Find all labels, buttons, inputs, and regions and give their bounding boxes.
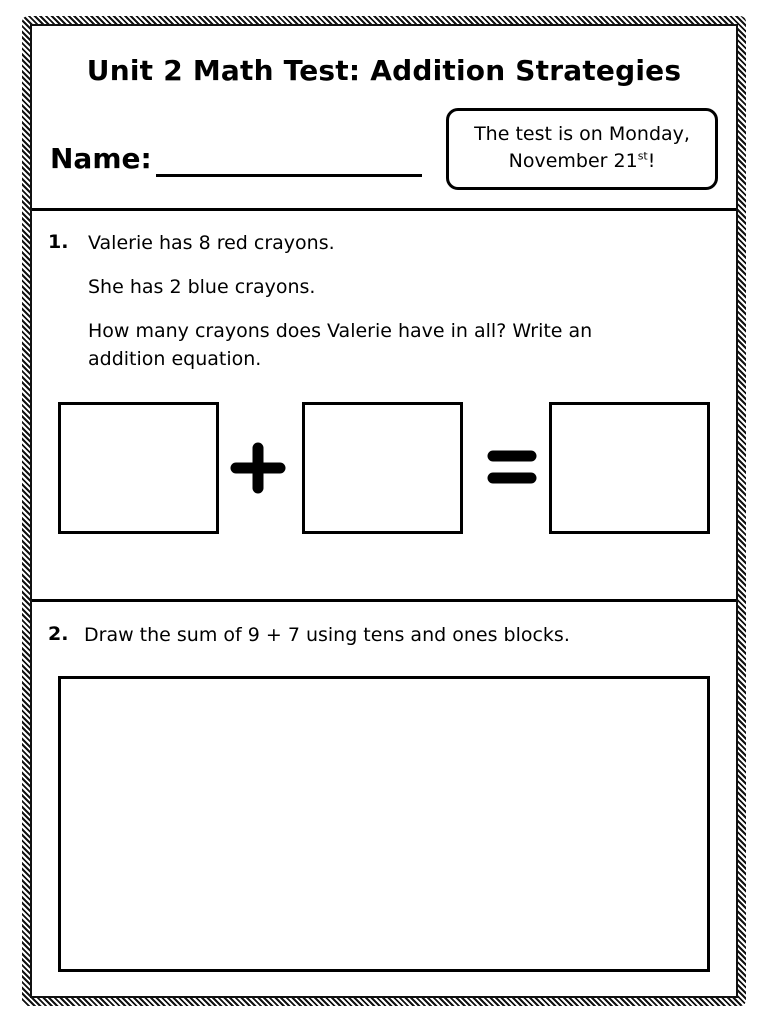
drawing-answer-box[interactable] <box>58 676 710 972</box>
question-1-line-3a: How many crayons does Valerie have in all? Write an <box>88 320 593 342</box>
section-divider-2 <box>32 599 736 602</box>
test-header <box>32 26 736 210</box>
answer-box-sum[interactable] <box>549 402 710 534</box>
question-1-line-1: Valerie has 8 red crayons. <box>88 232 335 254</box>
name-label: Name: <box>50 142 152 175</box>
notice-line-2 <box>449 148 715 175</box>
test-date-notice <box>446 108 718 190</box>
question-1-line-2: She has 2 blue crayons. <box>88 276 316 298</box>
notice-date-suffix: st <box>637 149 648 163</box>
answer-box-addend-2[interactable] <box>302 402 463 534</box>
plus-icon <box>230 442 286 494</box>
section-divider-1 <box>32 208 736 211</box>
page-title: Unit 2 Math Test: Addition Strategies <box>86 54 682 87</box>
equals-icon <box>484 442 540 492</box>
notice-exclamation: ! <box>647 150 656 172</box>
notice-line-1: The test is on Monday, <box>474 123 690 145</box>
question-2-number: 2. <box>48 623 69 645</box>
answer-box-addend-1[interactable] <box>58 402 219 534</box>
notice-date: November 21 <box>508 150 638 172</box>
question-1-number: 1. <box>48 231 69 253</box>
question-1-line-3b: addition equation. <box>88 348 262 370</box>
test-page <box>32 26 736 996</box>
name-blank-line[interactable] <box>156 174 422 177</box>
question-2-text: Draw the sum of 9 + 7 using tens and ones blocks. <box>84 624 570 646</box>
